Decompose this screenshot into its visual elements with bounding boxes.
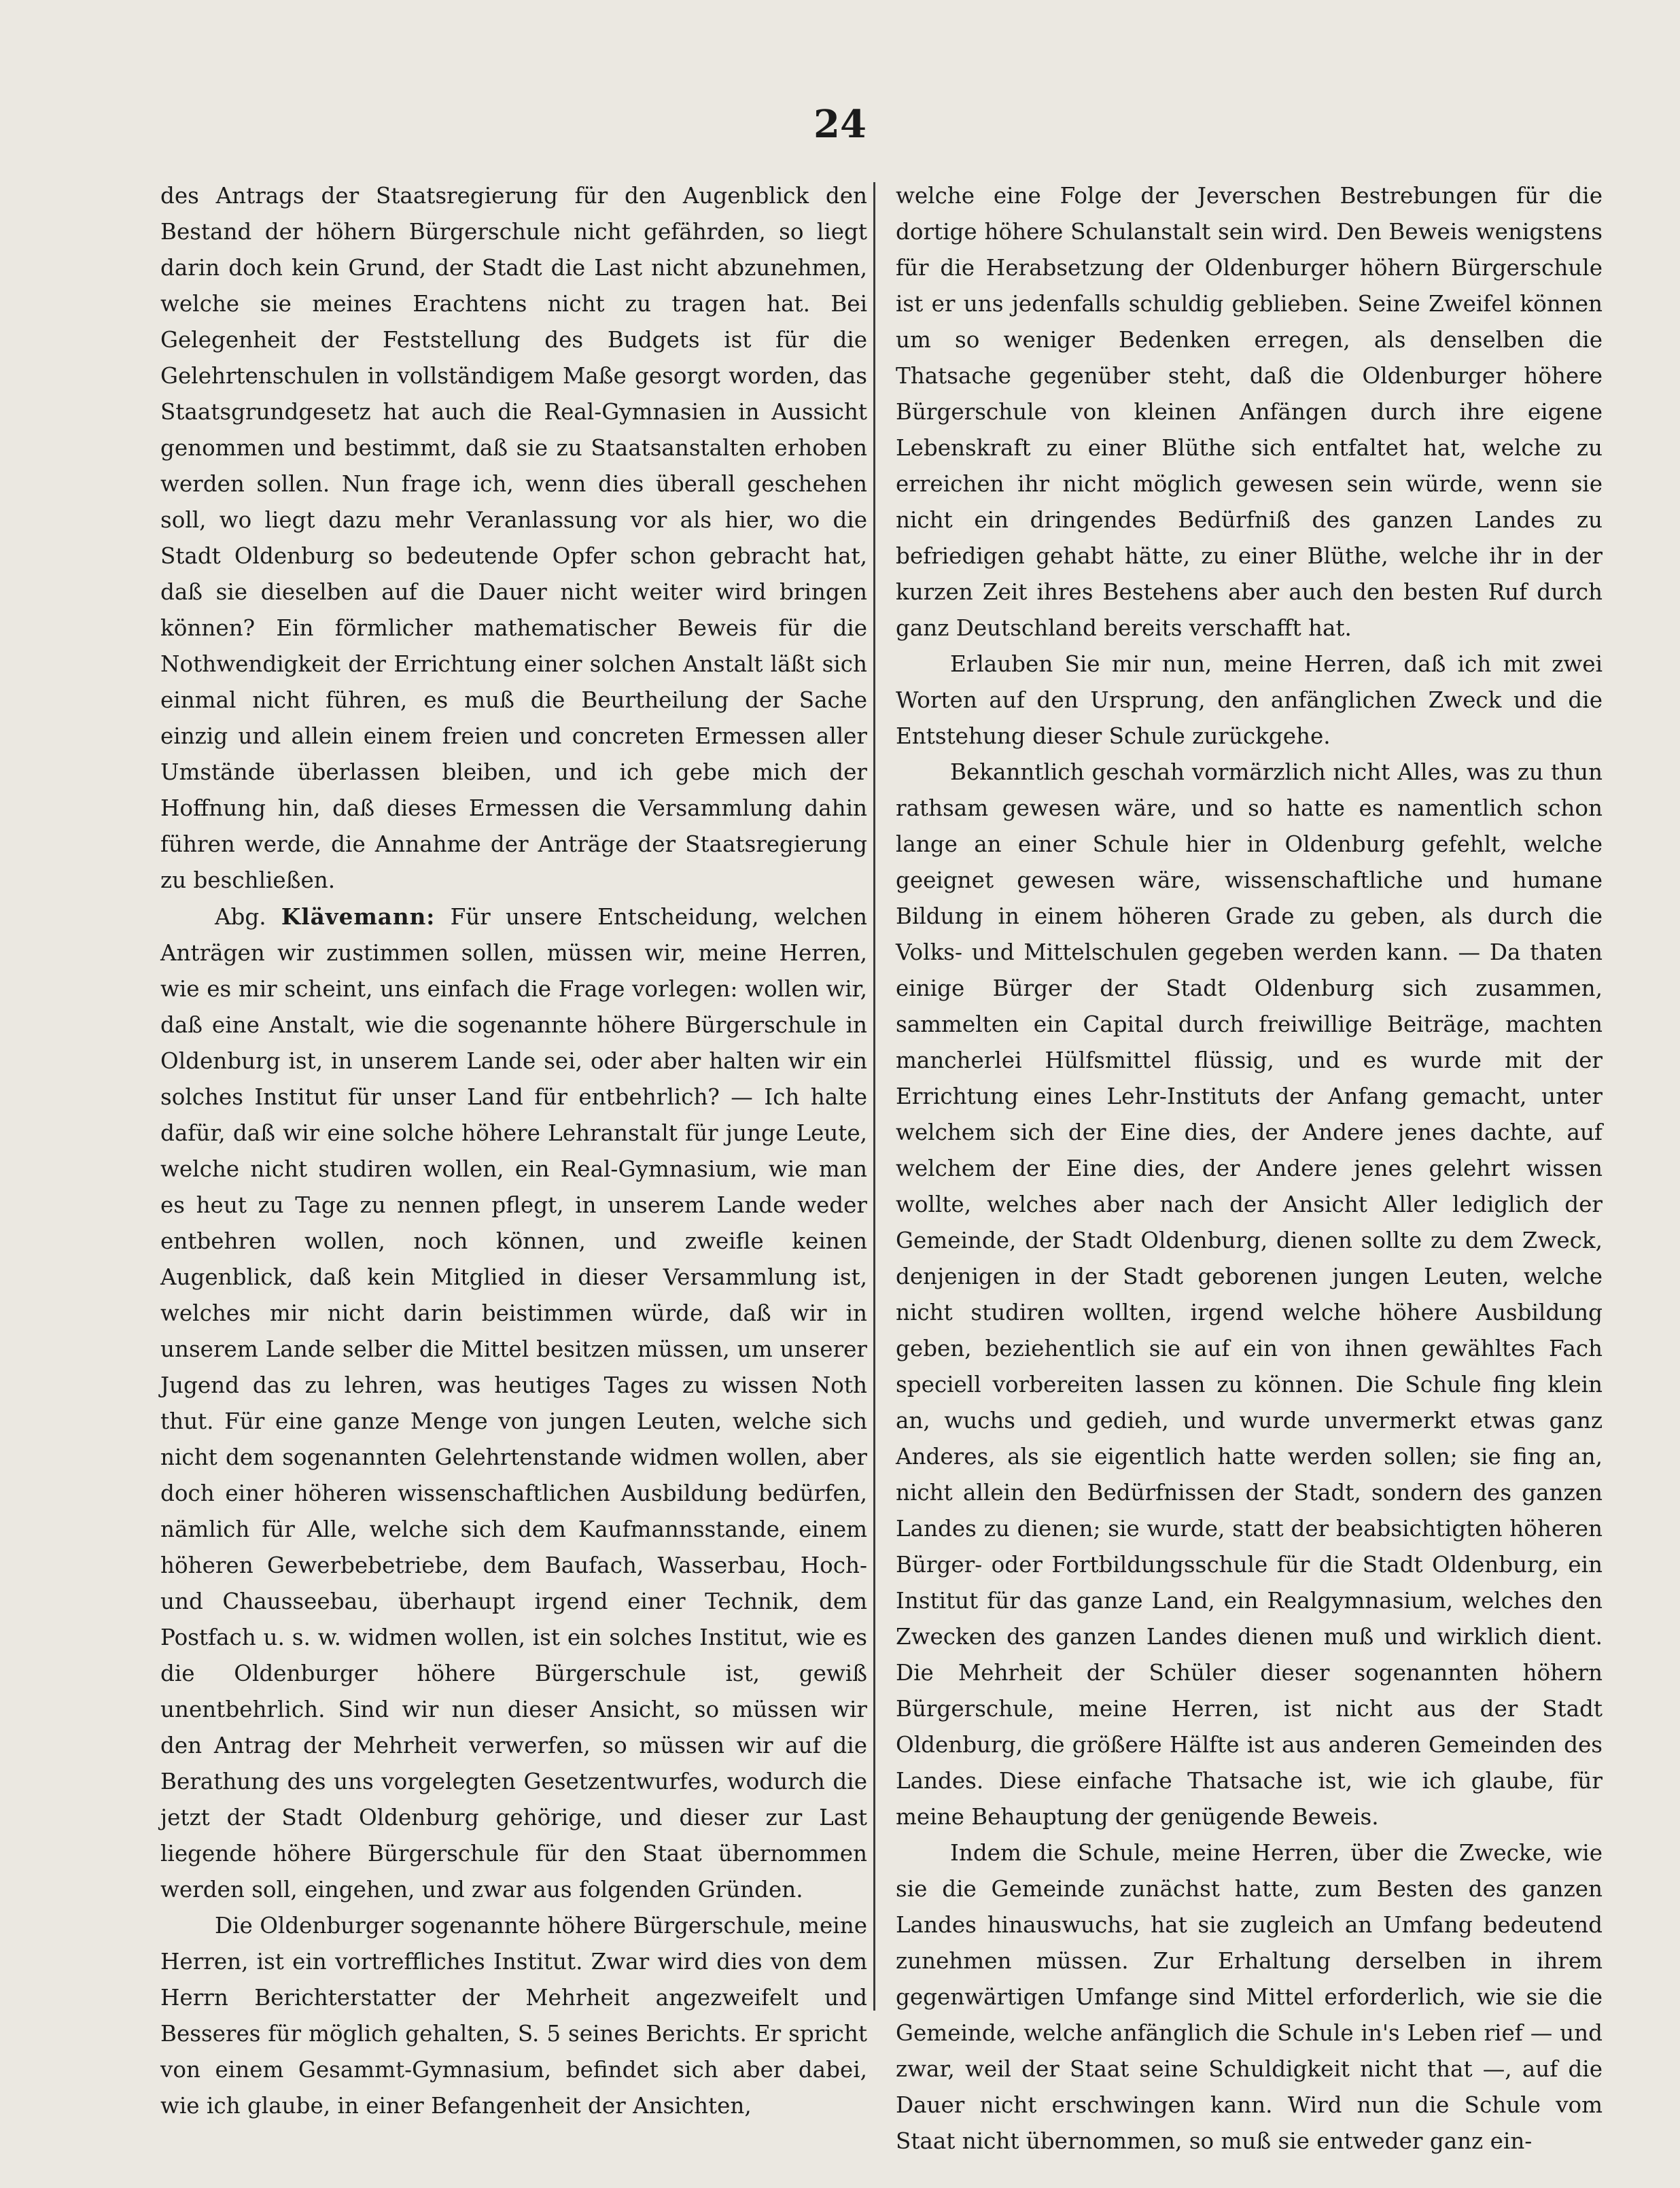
- paragraph: Erlauben Sie mir nun, meine Herren, daß ich mit zwei Worten auf den Ursprung, den anfänglichen Zweck und die Entstehung dieser Schule zurückgehe.: [896, 651, 1603, 749]
- paragraph: des Antrags der Staatsregierung für den Augenblick den Bestand der höhern Bürgerschule nicht gefährden, so liegt darin doch kein Grund, der Stadt die Last nicht abzunehmen, welche sie meines Erachtens nicht zu tragen hat. Bei Gelegenheit der Feststellung des Budgets ist für die Gelehrtenschulen in vollständigem Maße gesorgt worden, das Staatsgrundgesetz hat auch die Real-Gymnasien in Aussicht genommen und bestimmt, daß sie zu Staatsanstalten erhoben werden sollen. Nun frage ich, wenn dies überall geschehen soll, wo liegt dazu mehr Veranlassung vor als hier, wo die Stadt Oldenburg so bedeutende Opfer schon gebracht hat, daß sie dieselben auf die Dauer nicht weiter wird bringen können? Ein förmlicher mathematischer Beweis für die Nothwendigkeit der Errichtung einer solchen Anstalt läßt sich einmal nicht führen, es muß die Beurtheilung der Sache einzig und allein einem freien und concreten Ermessen aller Umstände überlassen bleiben, und ich gebe mich der Hoffnung hin, daß dieses Ermessen die Versammlung dahin führen werde, die Annahme der Anträge der Staatsregierung zu beschließen.: [160, 183, 867, 893]
- page-number: 24: [813, 102, 867, 147]
- paragraph: Bekanntlich geschah vormärzlich nicht Alles, was zu thun rathsam gewesen wäre, und so hatte es namentlich schon lange an einer Schule hier in Oldenburg gefehlt, welche geeignet gewesen wäre, wissenschaftliche und humane Bildung in einem höheren Grade zu geben, als durch die Volks- und Mittelschulen gegeben werden kann. — Da thaten einige Bürger der Stadt Oldenburg sich zusammen, sammelten ein Capital durch freiwillige Beiträge, machten mancherlei Hülfsmittel flüssig, und es wurde mit der Errichtung eines Lehr-Instituts der Anfang gemacht, unter welchem sich der Eine dies, der Andere jenes dachte, auf welchem der Eine dies, der Andere jenes gelehrt wissen wollte, welches aber nach der Ansicht Aller lediglich der Gemeinde, der Stadt Oldenburg, dienen sollte zu dem Zweck, denjenigen in der Stadt geborenen jungen Leuten, welche nicht studiren wollten, irgend welche höhere Ausbildung geben, beziehentlich sie auf ein von ihnen gewähltes Fach speciell vorbereiten lassen zu können. Die Schule fing klein an, wuchs und gedieh, und wurde unvermerkt etwas ganz Anderes, als sie eigentlich hatte werden sollen; sie fing an, nicht allein den Bedürfnissen der Stadt, sondern des ganzen Landes zu dienen; sie wurde, statt der beabsichtigten höheren Bürger- oder Fortbildungsschule für die Stadt Oldenburg, ein Institut für das ganze Land, ein Realgymnasium, welches den Zwecken des ganzen Landes dienen muß und wirklich dient. Die Mehrheit der Schüler dieser sogenannten höhern Bürgerschule, meine Herren, ist nicht aus der Stadt Oldenburg, die größere Hälfte ist aus anderen Gemeinden des Landes. Diese einfache Thatsache ist, wie ich glaube, für meine Behauptung der genügende Beweis.: [896, 759, 1603, 1830]
- left-column: [160, 178, 867, 2124]
- paragraph: Indem die Schule, meine Herren, über die Zwecke, wie sie die Gemeinde zunächst hatte, zum Besten des ganzen Landes hinauswuchs, hat sie zugleich an Umfang bedeutend zunehmen müssen. Zur Erhaltung derselben in ihrem gegenwärtigen Umfange sind Mittel erforderlich, wie sie die Gemeinde, welche anfänglich die Schule in's Leben rief — und zwar, weil der Staat seine Schuldigkeit nicht that —, auf die Dauer nicht erschwingen kann. Wird nun die Schule vom Staat nicht übernommen, so muß sie entweder ganz ein-: [896, 1840, 1603, 2154]
- paragraph: welche eine Folge der Jeverschen Bestrebungen für die dortige höhere Schulanstalt sein wird. Den Beweis wenigstens für die Herabsetzung der Oldenburger höhern Bürgerschule ist er uns jedenfalls schuldig geblieben. Seine Zweifel können um so weniger Bedenken erregen, als denselben die Thatsache gegenüber steht, daß die Oldenburger höhere Bürgerschule von kleinen Anfängen durch ihre eigene Lebenskraft zu einer Blüthe sich entfaltet hat, welche zu erreichen ihr nicht möglich gewesen sein würde, wenn sie nicht ein dringendes Bedürfniß des ganzen Landes zu befriedigen gehabt hätte, zu einer Blüthe, welche ihr in der kurzen Zeit ihres Bestehens aber auch den besten Ruf durch ganz Deutschland bereits verschafft hat.: [896, 183, 1603, 641]
- paragraph: Die Oldenburger sogenannte höhere Bürgerschule, meine Herren, ist ein vortreffliches Institut. Zwar wird dies von dem Herrn Berichterstatter der Mehrheit angezweifelt und Besseres für möglich gehalten, S. 5 seines Berichts. Er spricht von einem Gesammt-Gymnasium, befindet sich aber dabei, wie ich glaube, in einer Befangenheit der Ansichten,: [160, 1913, 867, 2119]
- right-column: [896, 178, 1603, 2159]
- speech-text: Für unsere Entscheidung, welchen Anträgen wir zustimmen sollen, müssen wir, meine Herren, wie es mir scheint, uns einfach die Frage vorlegen: wollen wir, daß eine Anstalt, wie die sogenannte höhere Bürgerschule in Oldenburg ist, in unserem Lande sei, oder aber halten wir ein solches Institut für unser Land für entbehrlich? — Ich halte dafür, daß wir eine solche höhere Lehranstalt für junge Leute, welche nicht studiren wollen, ein Real-Gymnasium, wie man es heut zu Tage zu nennen pflegt, in unserem Lande weder entbehren wollen, noch können, und zweifle keinen Augenblick, daß kein Mitglied in dieser Versammlung ist, welches mir nicht darin beistimmen würde, daß wir in unserem Lande selber die Mittel besitzen müssen, um unserer Jugend das zu lehren, was heutiges Tages zu wissen Noth thut. Für eine ganze Menge von jungen Leuten, welche sich nicht dem sogenannten Gelehrtenstande widmen wollen, aber doch einer höheren wissenschaftlichen Ausbildung bedürfen, nämlich für Alle, welche sich dem Kaufmannsstande, einem höheren Gewerbebetriebe, dem Baufach, Wasserbau, Hoch- und Chausseebau, überhaupt irgend einer Technik, dem Postfach u. s. w. widmen wollen, ist ein solches Institut, wie es die Oldenburger höhere Bürgerschule ist, gewiß unentbehrlich. Sind wir nun dieser Ansicht, so müssen wir den Antrag der Mehrheit verwerfen, so müssen wir auf die Berathung des uns vorgelegten Gesetzentwurfes, wodurch die jetzt der Stadt Oldenburg gehörige, und dieser zur Last liegende höhere Bürgerschule für den Staat übernommen werden soll, eingehen, und zwar aus folgenden Gründen.: [160, 904, 867, 1903]
- speaker-name: Klävemann:: [281, 903, 436, 930]
- speaker-prefix: Abg.: [215, 904, 266, 930]
- column-divider: [873, 182, 875, 2011]
- speaker-paragraph: [160, 899, 867, 1908]
